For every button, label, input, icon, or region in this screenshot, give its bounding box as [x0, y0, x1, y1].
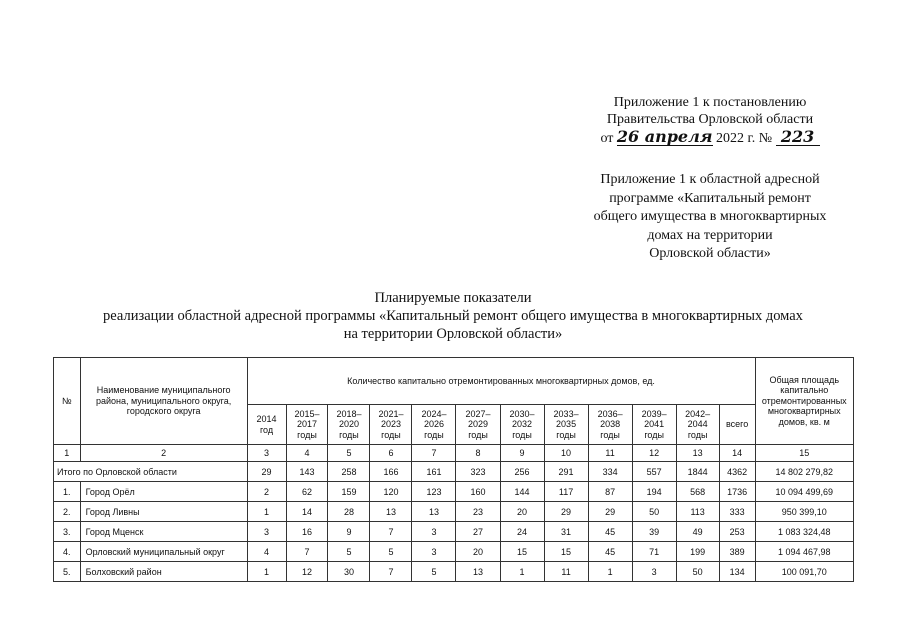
header-period: 2039–2041 годы: [632, 405, 676, 445]
header-period: 2027–2029 годы: [456, 405, 500, 445]
column-number: 8: [456, 445, 500, 462]
row-value: 29: [588, 502, 632, 522]
row-value: 4: [247, 542, 286, 562]
row-value: 15: [500, 542, 544, 562]
table-row: [54, 502, 854, 522]
row-number: 5.: [54, 562, 81, 582]
total-cell: 258: [328, 462, 370, 482]
total-cell: 557: [632, 462, 676, 482]
row-value: 5: [412, 562, 456, 582]
appendix-2-line-1: Приложение 1 к областной адресной: [600, 172, 820, 187]
total-cell: 334: [588, 462, 632, 482]
row-value: 123: [412, 482, 456, 502]
header-period: 2036–2038 годы: [588, 405, 632, 445]
row-value: 45: [588, 522, 632, 542]
row-value: 7: [286, 542, 328, 562]
appendix-2-line-4: домах на территории: [647, 227, 773, 243]
row-value: 2: [247, 482, 286, 502]
total-cell: 323: [456, 462, 500, 482]
row-name: Болховский район: [80, 562, 247, 582]
row-number: 4.: [54, 542, 81, 562]
row-value: 134: [719, 562, 755, 582]
row-value: 50: [632, 502, 676, 522]
row-value: 20: [456, 542, 500, 562]
year-number-label: 2022 г. №: [716, 131, 773, 146]
header-row-top: [54, 358, 854, 405]
row-value: 120: [370, 482, 412, 502]
row-value: 117: [544, 482, 588, 502]
row-number: 3.: [54, 522, 81, 542]
header-num: №: [54, 358, 81, 445]
column-number: 13: [676, 445, 719, 462]
column-number: 9: [500, 445, 544, 462]
column-numbers-row: [54, 445, 854, 462]
handwritten-date: 26 апреля: [616, 127, 713, 146]
column-number: 10: [544, 445, 588, 462]
header-period: 2021–2023 годы: [370, 405, 412, 445]
total-row-label: Итого по Орловской области: [54, 462, 248, 482]
table-row: [54, 562, 854, 582]
row-area: 1 094 467,98: [755, 542, 854, 562]
total-cell: 291: [544, 462, 588, 482]
table-row: [54, 522, 854, 542]
column-number: 4: [286, 445, 328, 462]
header-period: 2033–2035 годы: [544, 405, 588, 445]
row-value: 1: [247, 562, 286, 582]
row-value: 29: [544, 502, 588, 522]
row-value: 199: [676, 542, 719, 562]
row-number: 1.: [54, 482, 81, 502]
header-period: 2015–2017 годы: [286, 405, 328, 445]
appendix-1-block: [560, 94, 860, 147]
column-number: 14: [719, 445, 755, 462]
total-cell: 166: [370, 462, 412, 482]
total-cell: 29: [247, 462, 286, 482]
row-area: 950 399,10: [755, 502, 854, 522]
header-period: 2024–2026 годы: [412, 405, 456, 445]
row-value: 13: [456, 562, 500, 582]
row-value: 3: [247, 522, 286, 542]
column-number: 1: [54, 445, 81, 462]
row-value: 389: [719, 542, 755, 562]
header-count-group: Количество капитально отремонтированных многоквартирных домов, ед.: [247, 358, 755, 405]
header-name: Наименование муниципального района, муниципального округа, городского округа: [80, 358, 247, 445]
row-value: 13: [412, 502, 456, 522]
row-value: 39: [632, 522, 676, 542]
total-cell: 143: [286, 462, 328, 482]
header-period: 2014 год: [247, 405, 286, 445]
header-period: всего: [719, 405, 755, 445]
row-value: 31: [544, 522, 588, 542]
row-area: 10 094 499,69: [755, 482, 854, 502]
row-area: 100 091,70: [755, 562, 854, 582]
handwritten-number: 223: [776, 128, 820, 146]
from-label: от: [600, 131, 614, 146]
row-value: 49: [676, 522, 719, 542]
row-value: 71: [632, 542, 676, 562]
total-cell: 4362: [719, 462, 755, 482]
appendix-2-block: [560, 171, 860, 264]
column-number: 5: [328, 445, 370, 462]
row-value: 12: [286, 562, 328, 582]
row-value: 14: [286, 502, 328, 522]
row-name: Город Орёл: [80, 482, 247, 502]
appendix-1-line-1: Приложение 1 к постановлению: [613, 95, 807, 110]
appendix-2-line-2: программе «Капитальный ремонт: [609, 190, 811, 206]
row-value: 87: [588, 482, 632, 502]
total-cell: 1844: [676, 462, 719, 482]
row-value: 3: [412, 542, 456, 562]
row-area: 1 083 324,48: [755, 522, 854, 542]
row-value: 15: [544, 542, 588, 562]
header-period: 2042–2044 годы: [676, 405, 719, 445]
heading-line-2: реализации областной адресной программы «Капитальный ремонт общего имущества в многоквартирных домах: [103, 308, 803, 324]
row-value: 30: [328, 562, 370, 582]
row-value: 28: [328, 502, 370, 522]
column-number: 11: [588, 445, 632, 462]
appendix-1-line-2: Правительства Орловской области: [606, 112, 814, 127]
row-value: 5: [328, 542, 370, 562]
row-value: 1: [500, 562, 544, 582]
column-number: 2: [80, 445, 247, 462]
row-value: 13: [370, 502, 412, 522]
row-value: 23: [456, 502, 500, 522]
row-value: 144: [500, 482, 544, 502]
row-value: 7: [370, 522, 412, 542]
total-cell: 161: [412, 462, 456, 482]
row-value: 20: [500, 502, 544, 522]
indicators-table: [53, 357, 854, 582]
row-value: 24: [500, 522, 544, 542]
table-row: [54, 482, 854, 502]
column-number: 7: [412, 445, 456, 462]
row-value: 1736: [719, 482, 755, 502]
appendix-2-line-3: общего имущества в многоквартирных: [593, 209, 827, 224]
row-value: 62: [286, 482, 328, 502]
row-name: Орловский муниципальный округ: [80, 542, 247, 562]
header-period: 2030–2032 годы: [500, 405, 544, 445]
row-value: 1: [588, 562, 632, 582]
row-value: 5: [370, 542, 412, 562]
row-value: 194: [632, 482, 676, 502]
row-value: 7: [370, 562, 412, 582]
table-row: [54, 542, 854, 562]
heading-line-3: на территории Орловской области»: [343, 326, 563, 342]
total-cell: 256: [500, 462, 544, 482]
row-value: 16: [286, 522, 328, 542]
row-value: 11: [544, 562, 588, 582]
heading-line-1: Планируемые показатели: [374, 290, 532, 306]
row-name: Город Мценск: [80, 522, 247, 542]
column-number: 6: [370, 445, 412, 462]
total-row: [54, 462, 854, 482]
appendix-2-line-5: Орловской области»: [649, 246, 771, 261]
header-area: Общая площадь капитально отремонтированных многоквартирных домов, кв. м: [755, 358, 854, 445]
row-value: 27: [456, 522, 500, 542]
column-number: 12: [632, 445, 676, 462]
column-number: 15: [755, 445, 854, 462]
row-value: 9: [328, 522, 370, 542]
row-value: 3: [632, 562, 676, 582]
row-name: Город Ливны: [80, 502, 247, 522]
document-heading: [40, 289, 866, 343]
row-value: 159: [328, 482, 370, 502]
row-number: 2.: [54, 502, 81, 522]
column-number: 3: [247, 445, 286, 462]
row-value: 568: [676, 482, 719, 502]
row-value: 45: [588, 542, 632, 562]
row-value: 160: [456, 482, 500, 502]
row-value: 113: [676, 502, 719, 522]
row-value: 253: [719, 522, 755, 542]
row-value: 3: [412, 522, 456, 542]
resolution-date-line: [560, 128, 860, 147]
row-value: 50: [676, 562, 719, 582]
row-value: 1: [247, 502, 286, 522]
row-value: 333: [719, 502, 755, 522]
total-area: 14 802 279,82: [755, 462, 854, 482]
header-period: 2018–2020 годы: [328, 405, 370, 445]
